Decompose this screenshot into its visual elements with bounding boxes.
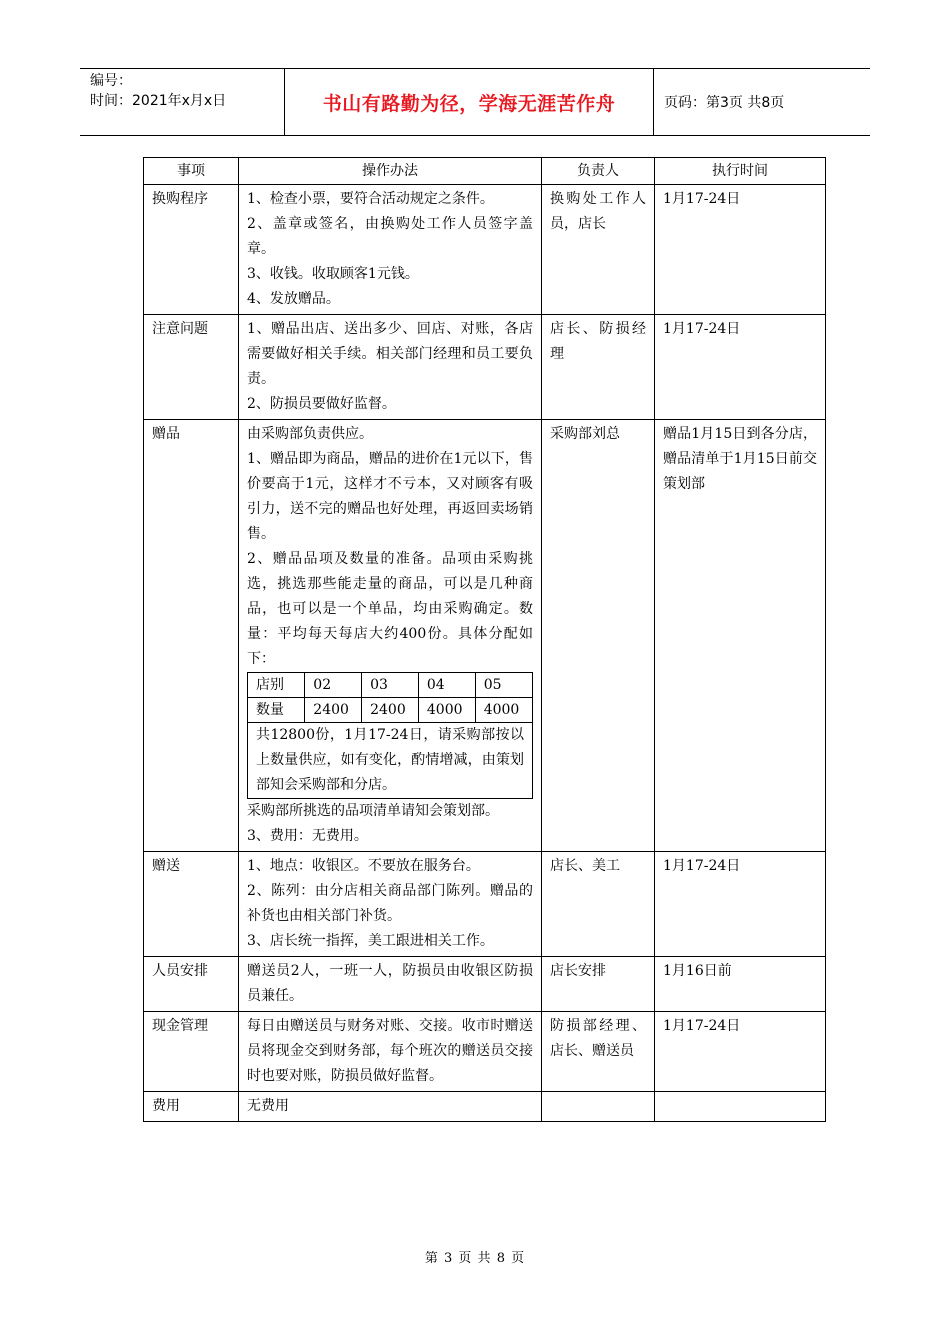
cell-item: 注意问题 xyxy=(144,315,239,420)
distribution-cell: 2400 xyxy=(305,698,362,723)
table-row xyxy=(144,420,826,852)
cell-owner: 换购处工作人员，店长 xyxy=(542,185,655,315)
page-header xyxy=(80,68,870,136)
distribution-cell: 4000 xyxy=(475,698,532,723)
distribution-store-row xyxy=(248,673,532,698)
cell-owner: 店长安排 xyxy=(542,957,655,1012)
distribution-cell: 2400 xyxy=(362,698,419,723)
method-line: 2、赠品品项及数量的准备。品项由采购挑选，挑选那些能走量的商品，可以是几种商品，也可以是一个单品，均由采购确定。数量：平均每天每店大约400份。具体分配如下： xyxy=(247,551,533,667)
distribution-cell: 02 xyxy=(305,673,362,698)
distribution-cell: 数量 xyxy=(248,698,305,723)
cell-item: 换购程序 xyxy=(144,185,239,315)
header-cell-time: 执行时间 xyxy=(655,158,826,185)
cell-item: 费用 xyxy=(144,1092,239,1122)
method-line: 1、赠品即为商品，赠品的进价在1元以下，售价要高于1元，这样才不亏本，又对顾客有吸引力，送不完的赠品也好处理，再返回卖场销售。 xyxy=(247,451,533,542)
table-header-row xyxy=(144,158,826,185)
cell-owner xyxy=(542,1092,655,1122)
page-indicator: 页码：第3页 共8页 xyxy=(664,95,785,111)
cell-item: 现金管理 xyxy=(144,1012,239,1092)
method-line: 3、店长统一指挥，美工跟进相关工作。 xyxy=(247,933,494,949)
distribution-qty-row xyxy=(248,698,532,723)
method-line: 由采购部负责供应。 xyxy=(247,426,373,442)
cell-time: 1月16日前 xyxy=(655,957,826,1012)
cell-time xyxy=(655,1092,826,1122)
table-row xyxy=(144,1012,826,1092)
header-cell-method: 操作办法 xyxy=(239,158,542,185)
cell-time: 1月17-24日 xyxy=(655,852,826,957)
cell-method xyxy=(239,1092,542,1122)
date-label: 时间：2021年x月x日 xyxy=(90,93,227,109)
cell-time: 1月17-24日 xyxy=(655,315,826,420)
method-line: 无费用 xyxy=(247,1098,289,1114)
distribution-cell: 04 xyxy=(418,673,475,698)
header-meta xyxy=(80,69,284,135)
cell-time: 1月17-24日 xyxy=(655,185,826,315)
table-row xyxy=(144,852,826,957)
cell-time: 赠品1月15日到各分店，赠品清单于1月15日前交策划部 xyxy=(655,420,826,852)
cell-method xyxy=(239,185,542,315)
method-line: 2、防损员要做好监督。 xyxy=(247,396,396,412)
method-line: 2、盖章或签名，由换购处工作人员签字盖章。 xyxy=(247,216,533,257)
distribution-cell: 05 xyxy=(475,673,532,698)
cell-item: 人员安排 xyxy=(144,957,239,1012)
cell-method xyxy=(239,1012,542,1092)
method-line: 3、费用：无费用。 xyxy=(247,828,368,844)
table-row xyxy=(144,315,826,420)
distribution-cell: 店别 xyxy=(248,673,305,698)
method-line: 4、发放赠品。 xyxy=(247,291,340,307)
distribution-cell: 03 xyxy=(362,673,419,698)
header-cell-item: 事项 xyxy=(144,158,239,185)
distribution-note: 共12800份，1月17-24日，请采购部按以上数量供应，如有变化，酌情增减，由策划部知会采购部和分店。 xyxy=(256,727,524,793)
method-line: 采购部所挑选的品项清单请知会策划部。 xyxy=(247,803,499,819)
method-line: 1、地点：收银区。不要放在服务台。 xyxy=(247,858,480,874)
cell-owner: 采购部刘总 xyxy=(542,420,655,852)
cell-owner: 店长、防损经理 xyxy=(542,315,655,420)
method-line: 1、检查小票，要符合活动规定之条件。 xyxy=(247,191,494,207)
header-cell-owner: 负责人 xyxy=(542,158,655,185)
distribution-cell: 4000 xyxy=(418,698,475,723)
cell-item: 赠品 xyxy=(144,420,239,852)
cell-time: 1月17-24日 xyxy=(655,1012,826,1092)
cell-owner: 店长、美工 xyxy=(542,852,655,957)
method-line: 3、收钱。收取顾客1元钱。 xyxy=(247,266,419,282)
table-row xyxy=(144,185,826,315)
motto: 书山有路勤为径，学海无涯苦作舟 xyxy=(284,69,654,135)
cell-method xyxy=(239,315,542,420)
method-line: 每日由赠送员与财务对账、交接。收市时赠送员将现金交到财务部，每个班次的赠送员交接时也要对账，防损员做好监督。 xyxy=(247,1018,533,1084)
cell-item: 赠送 xyxy=(144,852,239,957)
distribution-table xyxy=(247,672,533,799)
table-row xyxy=(144,957,826,1012)
cell-method xyxy=(239,957,542,1012)
page-footer: 第 3 页 共 8 页 xyxy=(424,1251,526,1266)
cell-method xyxy=(239,852,542,957)
number-label: 编号： xyxy=(90,73,132,89)
method-line: 赠送员2人，一班一人，防损员由收银区防损员兼任。 xyxy=(247,963,533,1004)
method-line: 1、赠品出店、送出多少、回店、对账，各店需要做好相关手续。相关部门经理和员工要负责。 xyxy=(247,321,533,387)
cell-method xyxy=(239,420,542,852)
plan-table xyxy=(143,157,826,1122)
method-line: 2、陈列：由分店相关商品部门陈列。赠品的补货也由相关部门补货。 xyxy=(247,883,533,924)
cell-owner: 防损部经理、店长、赠送员 xyxy=(542,1012,655,1092)
table-row xyxy=(144,1092,826,1122)
